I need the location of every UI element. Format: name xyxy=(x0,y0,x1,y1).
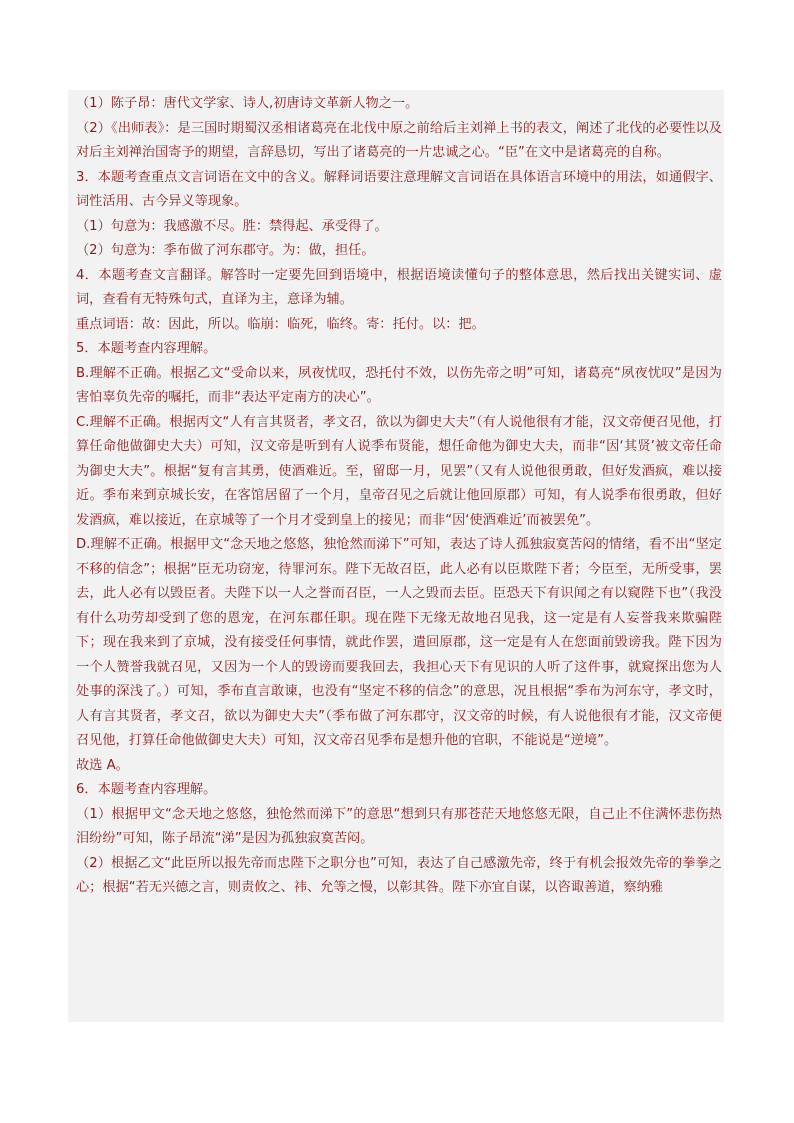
paragraph-q5-answer: 故选 A。 xyxy=(76,757,129,773)
paragraph-q5-d: D.理解不正确。根据甲文“念天地之悠悠，独怆然而涕下”可知，表达了诗人孤独寂寞苦闷的情绪，看不出“坚定不移的信念”；根据“臣无功窃宠，待罪河东。陛下无故召臣，此人必有以臣欺陛下者；今臣至，无所受事，罢去，此人必有以毁臣者。夫陛下以一人之誉而召臣，一人之毁而去臣。臣恐天下有识闻之有以窥陛下也”（我没有什么功劳却受到了您的恩宠，在河东郡任职。现在陛下无缘无故地召见我，这一定是有人妄誉我来欺骗陛下；现在我来到了京城，没有接受任何事情，就此作罢，遣回原郡，这一定是有人在您面前毁谤我。陛下因为一个人赞誉我就召见，又因为一个人的毁谤而要我回去，我担心天下有见识的人听了这件事，就窥探出您为人处事的深浅了。）可知，季布直言敢谏，也没有“坚定不移的信念”的意思，况且根据“季布为河东守，孝文时，人有言其贤者，孝文召，欲以为御史大夫”（季布做了河东郡守，汉文帝的时候，有人说他很有才能，汉文帝便召见他，打算任命他做御史大夫）可知，汉文帝召见季布是想升他的官职，不能说是“逆境”。 xyxy=(76,537,722,748)
paragraph-q4: 4．本题考查文言翻译。解答时一定要先回到语境中，根据语境读懂句子的整体意思，然后找出关键实词、虚词，查看有无特殊句式，直译为主，意译为辅。 xyxy=(76,267,722,307)
paragraph-q3-2: （2）句意为：季布做了河东郡守。为：做，担任。 xyxy=(76,243,375,258)
paragraph-q6-1: （1）根据甲文“念天地之悠悠，独怆然而涕下”的意思“想到只有那苍茫天地悠悠无限，自己止不住满怀悲伤热泪纷纷”可知，陈子昂流“涕”是因为孤独寂寞苦闷。 xyxy=(76,806,722,846)
paragraph-q3: 3．本题考查重点文言词语在文中的含义。解释词语要注意理解文言词语在具体语言环境中的用法，如通假字、词性活用、古今异义等现象。 xyxy=(76,169,722,209)
paragraph-note-2: （2）《出师表》：是三国时期蜀汉丞相诸葛亮在北伐中原之前给后主刘禅上书的表文，阐述了北伐的必要性以及对后主刘禅治国寄予的期望，言辞恳切，写出了诸葛亮的一片忠诚之心。“臣”在文中是诸葛亮的自称。 xyxy=(76,120,722,160)
paragraph-q4-keywords: 重点词语：故：因此，所以。临崩：临死，临终。寄：托付。以：把。 xyxy=(76,316,485,332)
paragraph-note-1: （1）陈子昂：唐代文学家、诗人,初唐诗文革新人物之一。 xyxy=(76,96,419,111)
answer-text-panel xyxy=(68,90,724,1022)
paragraph-q6-2: （2）根据乙文“此臣所以报先帝而忠陛下之职分也”可知，表达了自己感激先帝，终于有机会报效先帝的拳拳之心；根据“若无兴德之言，则责攸之、祎、允等之慢，以彰其咎。陛下亦宜自谋，以咨诹善道，察纳雅 xyxy=(76,855,722,895)
paragraph-q5: 5．本题考查内容理解。 xyxy=(76,341,217,356)
paragraph-q3-1: （1）句意为：我感激不尽。胜：禁得起、承受得了。 xyxy=(76,218,388,234)
paragraph-q5-c: C.理解不正确。根据丙文“人有言其贤者，孝文召，欲以为御史大夫”（有人说他很有才能，汉文帝便召见他，打算任命他做御史大夫）可知，汉文帝是听到有人说季布贤能，想任命他为御史大夫，而非“因‘其贤’被文帝任命为御史大夫”。根据“复有言其勇，使酒难近。至，留邸一月，见罢”（又有人说他很勇敢，但好发酒疯，难以接近。季布来到京城长安，在客馆居留了一个月，皇帝召见之后就让他回原郡）可知，有人说季布很勇敢，但好发酒疯，难以接近，在京城等了一个月才受到皇上的接见；而非“因‘使酒难近’而被罢免”。 xyxy=(76,414,722,528)
paragraph-q6: 6．本题考查内容理解。 xyxy=(76,782,217,797)
paragraph-q5-b: B.理解不正确。根据乙文“受命以来，夙夜忧叹，恐托付不效，以伤先帝之明”可知，诸葛亮“夙夜忧叹”是因为害怕辜负先帝的嘱托，而非“表达平定南方的决心”。 xyxy=(76,365,722,405)
